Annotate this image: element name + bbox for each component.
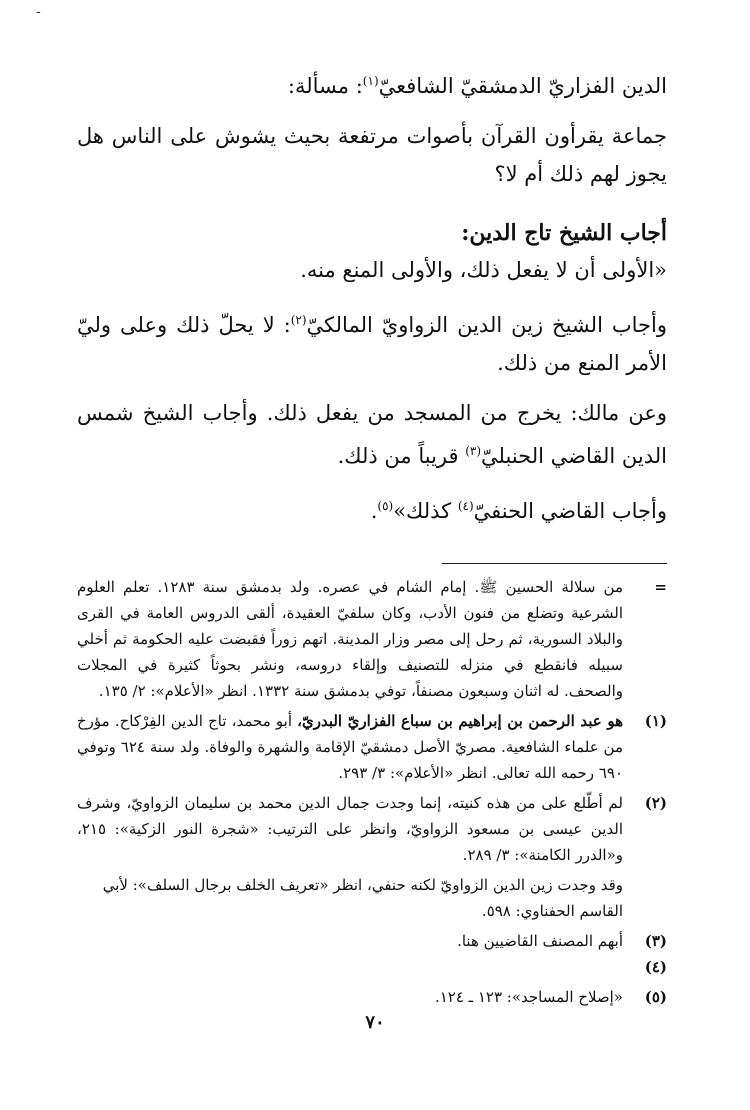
p5-text-a: وعن مالك: يخرج من المسجد من يفعل ذلك. وأجاب الشيخ شمس الدين القاضي الحنبليّ [77,401,667,468]
footnote-ref-3[interactable]: (٣) [465,444,482,458]
footnote-bold-name: هو عبد الرحمن بن إبراهيم بن سباع الفزاريّ البدريّ، [297,712,623,730]
footnote-ref-1[interactable]: (١) [362,74,379,88]
footnote-text: لم أطّلع على من هذه كنيته، إنما وجدت جمال الدين محمد بن سليمان الزواويّ، وشرف الدين عيسى بن مسعود الزواويّ، وانظر على الترتيب: «شجرة النور الزكية»: ٢١٥، و«الدرر الكامنة»: ٣/ ٢٨٩. [77,794,623,864]
page-number: ٧٠ [365,1012,385,1033]
footnote-2 [77,790,667,868]
footnote-text: «إصلاح المساجد»: ١٢٣ ـ ١٢٤. [434,988,623,1006]
footnotes [77,574,667,1010]
footnote-2-continuation: وقد وجدت زين الدين الزواويّ لكنه حنفي، انظر «تعريف الخلف برجال السلف»: لأبي القاسم الحفناوي: ٥٩٨. [102,876,623,920]
footnote-marker: = [654,578,667,596]
p1-tail: : مسألة: [287,74,363,98]
paragraph-answer-2 [77,301,667,382]
p6-text-c: . [370,499,378,523]
footnote-ref-4[interactable]: (٤) [457,499,474,513]
paragraph-answer-4 [77,487,667,530]
footnote-number: (٣) (٤) [644,932,667,976]
p5-text-b: قريباً من ذلك. [337,444,466,468]
paragraph-answer-3 [77,394,667,475]
footnote-1 [77,708,667,786]
p4-text-b: : لا يحلّ ذلك وعلى وليّ الأمر المنع من ذلك. [77,313,667,375]
footnote-ref-2[interactable]: (٢) [290,313,307,327]
footnote-5 [77,984,667,1010]
footnote-text: أبهم المصنف القاضيين هنا. [457,932,623,950]
footnote-body: أبو محمد، تاج الدين الفِرْكاح. مؤرخ من علماء الشافعية. مصريّ الأصل دمشقيّ الإقامة والشهرة والوفاة. ولد سنة ٦٢٤ وتوفي ٦٩٠ رحمه الله تعالى. انظر «الأعلام»: ٣/ ٢٩٣. [77,712,624,782]
paragraph-question: جماعة يقرأون القرآن بأصوات مرتفعة بحيث يشوش على الناس هل يجوز لهم ذلك أم لا؟ [77,124,667,186]
p6-text-a: وأجاب القاضي الحنفيّ [473,499,667,523]
answer-heading: أجاب الشيخ تاج الدين: [461,220,667,246]
corner-mark: - [36,4,41,20]
footnote-separator [442,563,667,564]
footnote-text: من سلالة الحسين ﷺ. إمام الشام في عصره. ولد بدمشق سنة ١٢٨٣. تعلم العلوم الشرعية وتضلع من فنون الأدب، وكان سلفيّ العقيدة، ألقى الدروس العامة في القرى والبلاد السورية، ثم رحل إلى مصر وزار المدينة. اتهم زوراً فقبضت عليه الحكومة ثم أخلي سبيله فانقطع في منزله للتصنيف وإلقاء دروسه، ونشر بحوثاً كثيرة في المجلات والصحف. له اثنان وسبعون مصنفاً، توفي بدمشق سنة ١٣٣٢. انظر «الأعلام»: ٢/ ١٣٥. [77,578,624,700]
footnote-text [77,708,623,786]
p1-text: الدين الفزاريّ الدمشقيّ الشافعيّ [378,74,667,98]
footnote-ref-5[interactable]: (٥) [377,499,394,513]
footnote-continued [77,574,667,704]
footnote-number: (٥) [644,988,667,1006]
paragraph-answer-1: «الأولى أن لا يفعل ذلك، والأولى المنع منه. [300,258,667,282]
p6-text-b: كذلك» [393,499,458,523]
main-text [77,62,667,530]
paragraph-1 [77,62,667,105]
footnote-number: (١) [644,712,667,730]
footnote-3-4 [77,928,667,980]
footnote-number: (٢) [644,794,667,812]
p4-text-a: وأجاب الشيخ زين الدين الزواويّ المالكيّ [306,313,667,337]
